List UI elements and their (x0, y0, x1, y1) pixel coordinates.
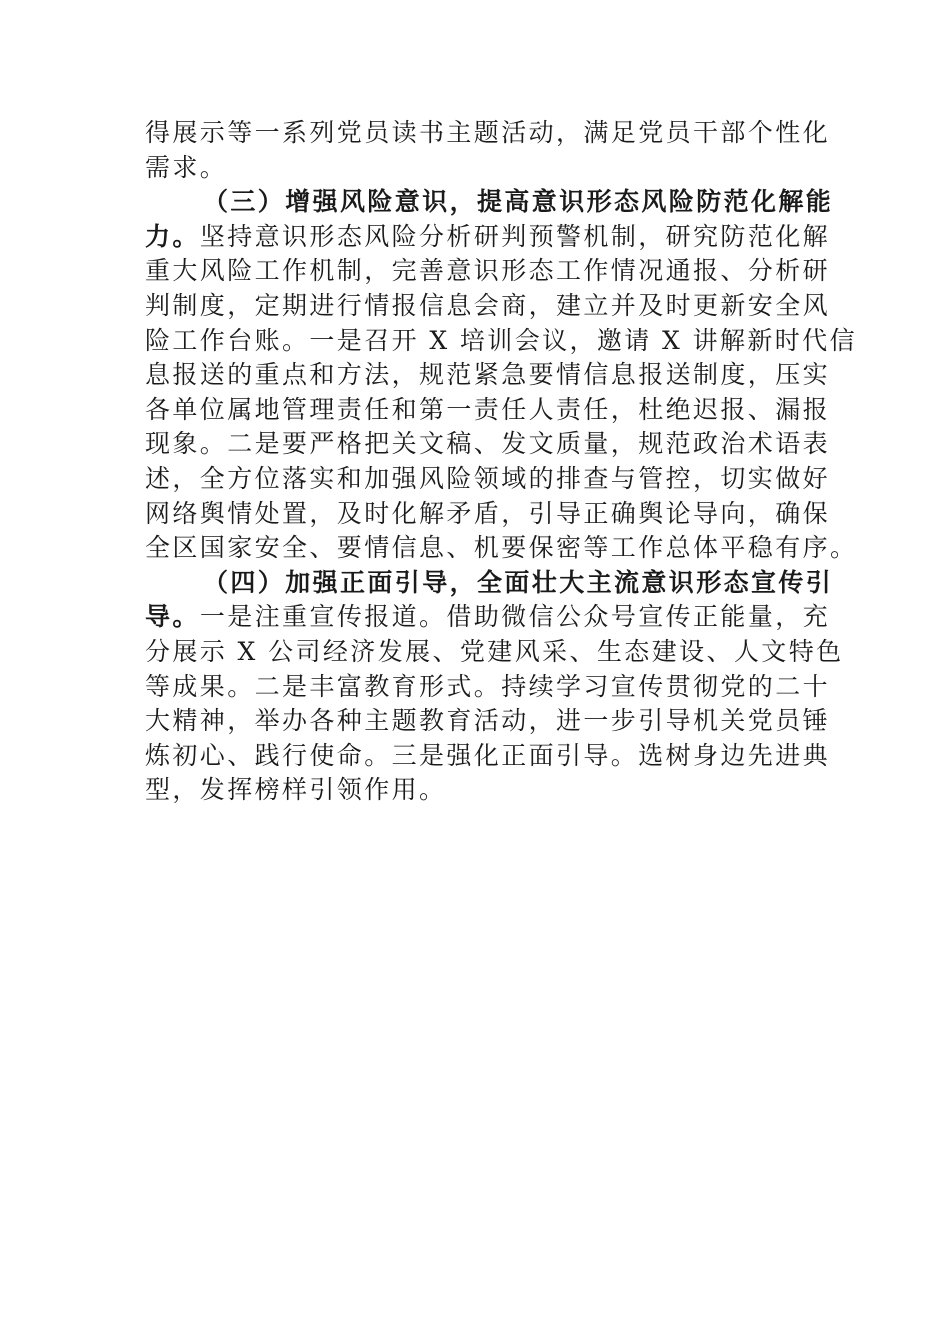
text-line: 全区国家安全、要情信息、机要保密等工作总体平稳有序。 (145, 533, 858, 563)
section-heading-four-end: 导。 (145, 602, 200, 632)
paragraph-risk-awareness (145, 185, 858, 566)
text-line (145, 220, 831, 255)
text-line: 分展示 X 公司经济发展、党建风采、生态建设、人文特色 (145, 636, 844, 666)
section-heading-three-end: 力。 (145, 221, 200, 251)
text-line: 险工作台账。一是召开 X 培训会议，邀请 X 讲解新时代信 (145, 325, 857, 355)
document-body (145, 116, 858, 808)
text-line: 炼初心、践行使命。三是强化正面引导。选树身边先进典 (145, 740, 831, 770)
text-line (145, 600, 831, 635)
paragraph-positive-guidance (145, 566, 844, 808)
text-segment: 坚持意识形态风险分析研判预警机制，研究防范化解 (199, 221, 831, 251)
text-line: 型，发挥榜样引领作用。 (145, 775, 447, 805)
text-segment: 一是注重宣传报道。借助微信公众号宣传正能量，充 (199, 602, 831, 632)
text-line: 判制度，定期进行情报信息会商，建立并及时更新安全风 (145, 290, 831, 320)
text-line: 述，全方位落实和加强风险领域的排查与管控，切实做好 (145, 463, 831, 493)
text-line: 需求。 (145, 152, 228, 182)
text-line: 息报送的重点和方法，规范紧急要情信息报送制度，压实 (145, 360, 831, 390)
paragraph-reading-activities (145, 116, 831, 185)
text-line: 各单位属地管理责任和第一责任人责任，杜绝迟报、漏报 (145, 394, 831, 424)
text-line: 网络舆情处置，及时化解矛盾，引导正确舆论导向，确保 (145, 498, 831, 528)
text-line: 现象。二是要严格把关文稿、发文质量，规范政治术语表 (145, 429, 831, 459)
text-line: 大精神，举办各种主题教育活动，进一步引导机关党员锤 (145, 706, 831, 736)
text-line: 等成果。二是丰富教育形式。持续学习宣传贯彻党的二十 (145, 671, 831, 701)
text-line: 重大风险工作机制，完善意识形态工作情况通报、分析研 (145, 256, 831, 286)
text-line: 得展示等一系列党员读书主题活动，满足党员干部个性化 (145, 118, 831, 147)
section-heading-three: （三）增强风险意识，提高意识形态风险防范化解能 (203, 187, 834, 217)
section-heading-four: （四）加强正面引导，全面壮大主流意识形态宣传引 (203, 567, 834, 597)
